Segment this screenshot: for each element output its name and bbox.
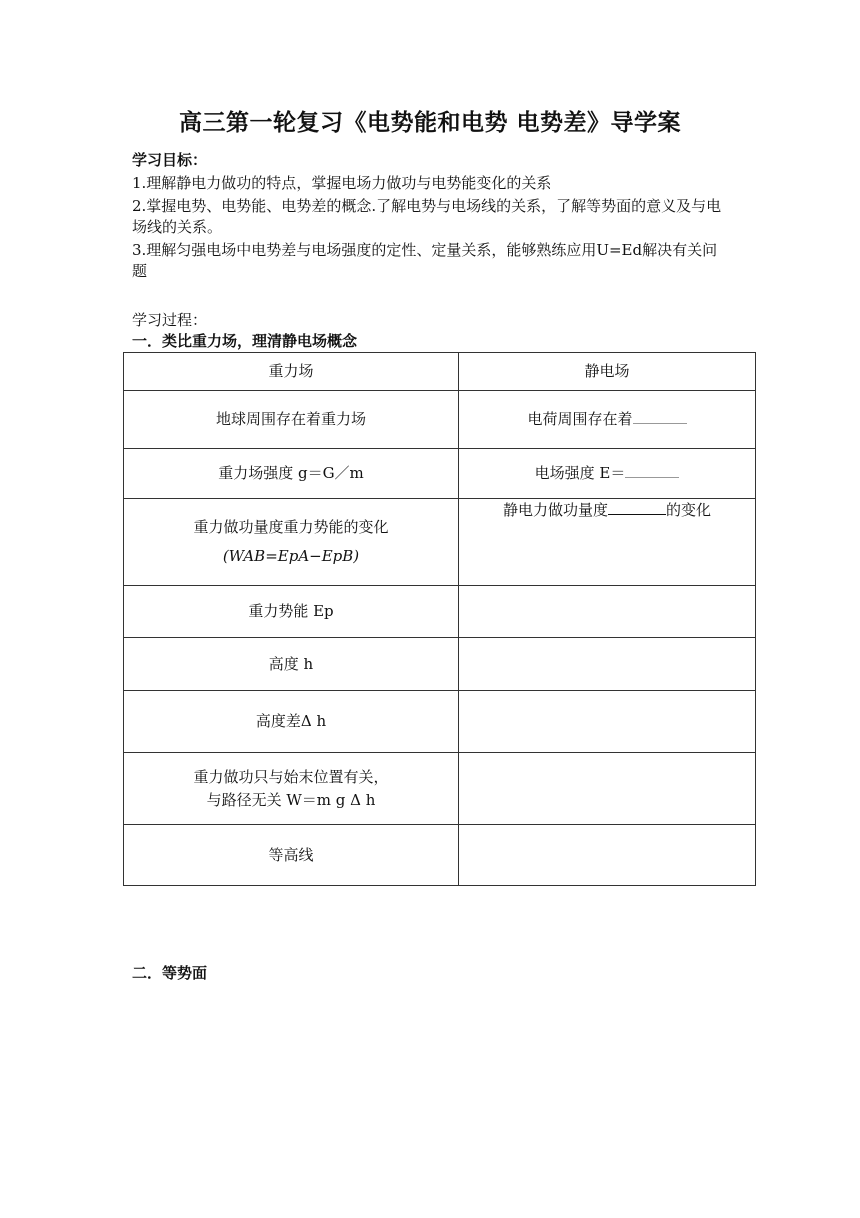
electric-cell-text: 电场强度 E＝ — [534, 464, 626, 482]
gravity-cell: 重力场强度 g＝G／m — [124, 449, 459, 499]
gravity-cell: 高度差Δ h — [124, 691, 459, 753]
section-2-heading: 二．等势面 — [132, 964, 208, 982]
electric-cell[interactable] — [459, 825, 756, 886]
electric-cell-text-post: 的变化 — [666, 501, 712, 519]
header-electric: 静电场 — [459, 353, 756, 391]
electric-cell[interactable] — [459, 691, 756, 753]
comparison-table — [123, 352, 756, 886]
page-title: 高三第一轮复习《电势能和电势 电势差》导学案 — [178, 110, 681, 136]
process-label: 学习过程： — [132, 311, 208, 329]
goal-item-1: 1.理解静电力做功的特点，掌握电场力做功与电势能变化的关系 — [132, 174, 552, 192]
goals-label: 学习目标： — [132, 151, 208, 169]
electric-cell-text: 电荷周围存在着 — [527, 410, 633, 428]
goal-item-2: 2.掌握电势、电势能、电势差的概念.了解电势与电场线的关系，了解等势面的意义及与电场线的关系。 — [132, 197, 722, 236]
gravity-cell — [124, 753, 459, 825]
gravity-cell: 高度 h — [124, 638, 459, 691]
table-row — [124, 691, 756, 753]
table-header-row — [124, 353, 756, 391]
table-row — [124, 753, 756, 825]
table-row — [124, 391, 756, 449]
electric-cell — [459, 391, 756, 449]
electric-cell[interactable] — [459, 753, 756, 825]
fill-blank[interactable] — [608, 500, 666, 515]
gravity-cell: 等高线 — [124, 825, 459, 886]
table-row — [124, 825, 756, 886]
gravity-cell-text: 重力做功量度重力势能的变化 — [193, 518, 389, 536]
table-row — [124, 586, 756, 638]
header-gravity: 重力场 — [124, 353, 459, 391]
gravity-cell: 地球周围存在着重力场 — [124, 391, 459, 449]
table-row — [124, 449, 756, 499]
work-formula: (WAB=EpA−EpB) — [222, 547, 360, 565]
electric-cell — [459, 449, 756, 499]
gravity-cell-text: 重力做功只与始末位置有关， — [193, 767, 389, 786]
table-row — [124, 499, 756, 586]
gravity-cell-text-2: 与路径无关 W＝m g Δ h — [206, 790, 376, 809]
section-1-heading: 一．类比重力场，理清静电场概念 — [132, 332, 358, 350]
goal-item-3: 3.理解匀强电场中电势差与电场强度的定性、定量关系，能够熟练应用U=Ed解决有关问题 — [132, 241, 718, 280]
electric-cell — [459, 499, 756, 586]
gravity-cell — [124, 499, 459, 586]
electric-cell[interactable] — [459, 638, 756, 691]
gravity-cell: 重力势能 Ep — [124, 586, 459, 638]
fill-blank[interactable] — [625, 463, 679, 478]
electric-cell[interactable] — [459, 586, 756, 638]
table-row — [124, 638, 756, 691]
fill-blank[interactable] — [633, 409, 687, 424]
electric-cell-text: 静电力做功量度 — [502, 501, 608, 519]
